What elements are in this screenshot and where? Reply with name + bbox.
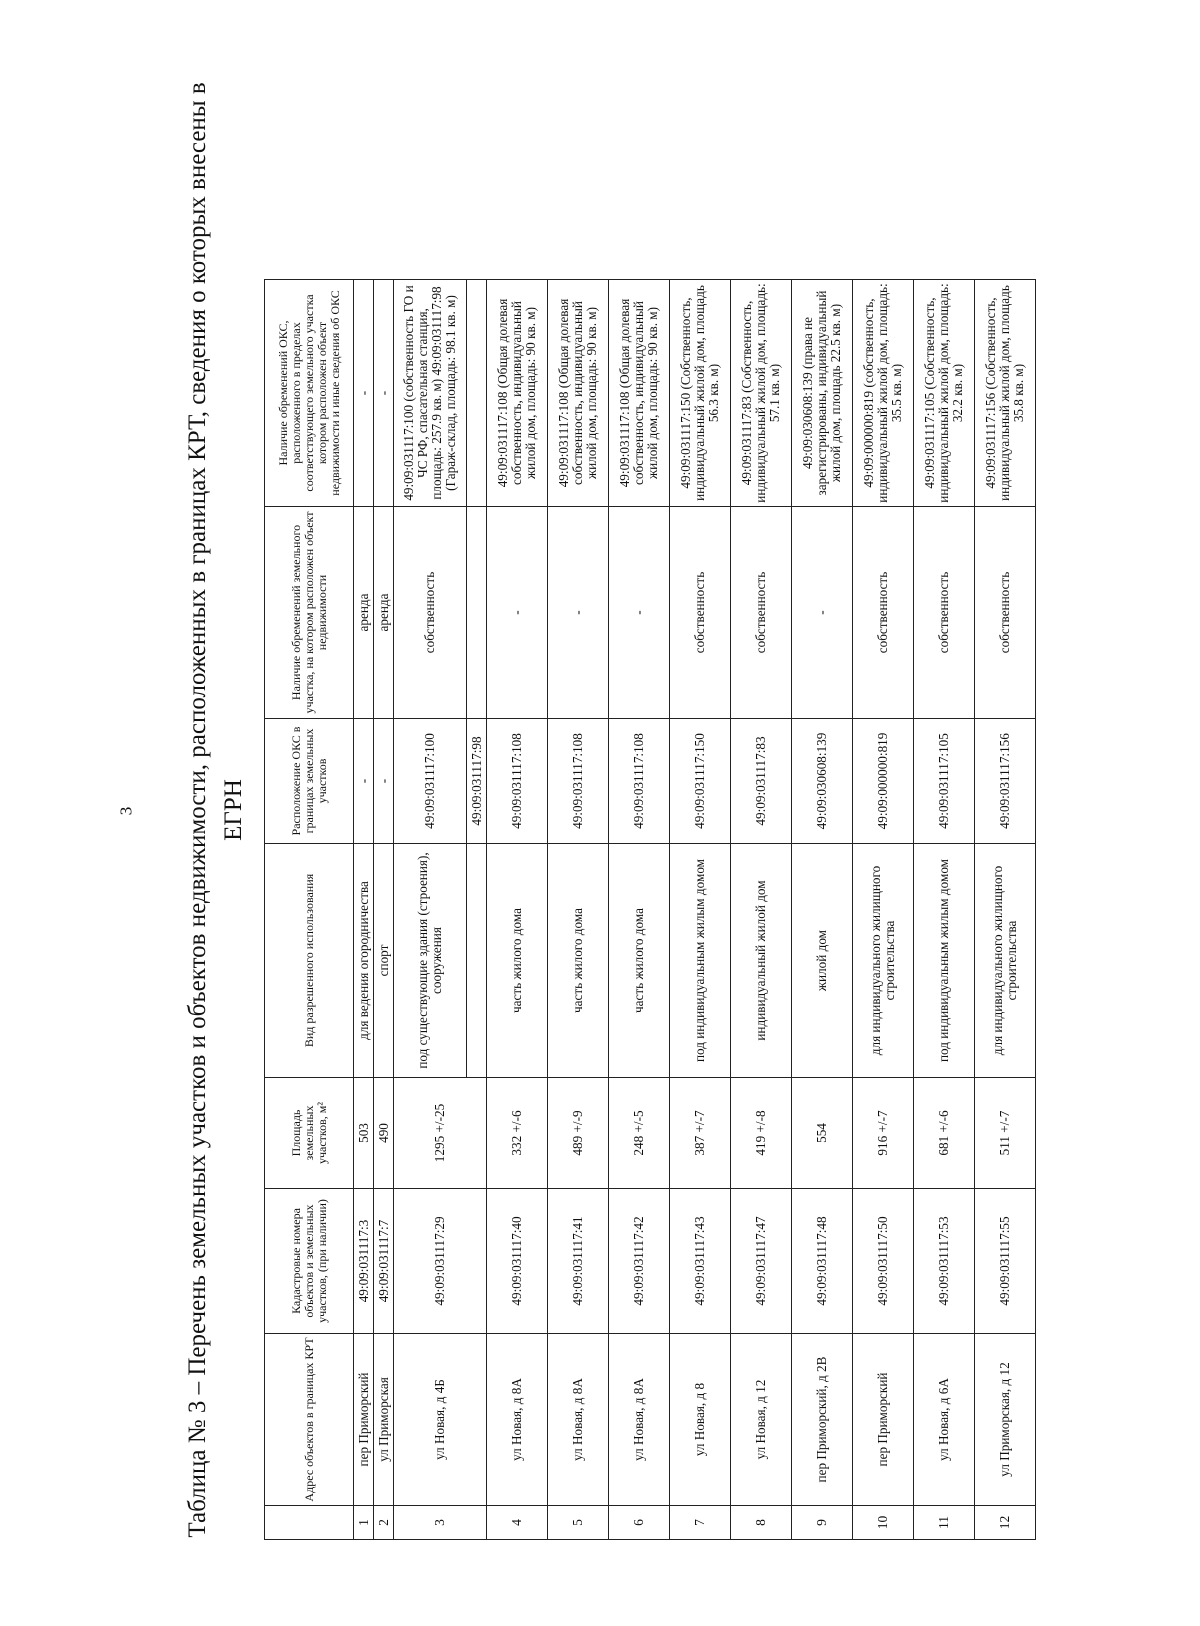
area-cell: 1295 +/-25 [394, 1078, 487, 1189]
header-land-encumbrance: Наличие обременений земельного участка, на котором расположен объект недвижимости [265, 507, 354, 719]
cadastral-cell: 49:09:031117:53 [914, 1189, 975, 1334]
header-use: Вид разрешенного использования [265, 844, 354, 1078]
header-oks-location: Расположение ОКС в границах земельных участков [265, 719, 354, 844]
row-index: 3 [394, 1506, 487, 1540]
oks-location-cell: 49:09:031117:156 [975, 719, 1036, 844]
use-cell: часть жилого дома [609, 844, 670, 1078]
page-number: 3 [116, 806, 136, 816]
table-row [354, 280, 374, 1540]
area-cell: 681 +/-6 [914, 1078, 975, 1189]
table-row [374, 280, 394, 1540]
land-encumbrance-cell: - [548, 507, 609, 719]
table-row [975, 280, 1036, 1540]
row-index: 9 [792, 1506, 853, 1540]
cadastral-cell: 49:09:031117:42 [609, 1189, 670, 1334]
use-cell: для индивидуального жилищного строительства [975, 844, 1036, 1078]
table-row [487, 280, 548, 1540]
address-cell: ул Новая, д 4Б [394, 1334, 487, 1506]
oks-encumbrance-cell: - [374, 280, 394, 507]
land-encumbrance-cell: собственность [670, 507, 731, 719]
oks-location-cell: 49:09:031117:108 [487, 719, 548, 844]
address-cell: пер Приморский, д 2В [792, 1334, 853, 1506]
oks-encumbrance-cell: 49:09:031117:83 (Собственность, индивидуальный жилой дом, площадь: 57.1 кв. м) [731, 280, 792, 507]
table-row [792, 280, 853, 1540]
cadastral-cell: 49:09:031117:40 [487, 1189, 548, 1334]
oks-encumbrance-cell: 49:09:031117:108 (Общая долевая собственность, индивидуальный жилой дом, площадь: 90 кв. м) [548, 280, 609, 507]
cadastral-cell: 49:09:031117:41 [548, 1189, 609, 1334]
oks-location-cell: 49:09:031117:83 [731, 719, 792, 844]
land-encumbrance-cell: - [792, 507, 853, 719]
cadastral-cell: 49:09:031117:55 [975, 1189, 1036, 1334]
land-encumbrance-cell: аренда [374, 507, 394, 719]
area-cell: 916 +/-7 [853, 1078, 914, 1189]
header-area: Площадь земельных участков, м² [265, 1078, 354, 1189]
cadastral-cell: 49:09:031117:3 [354, 1189, 374, 1334]
oks-location-cell: - [374, 719, 394, 844]
oks-encumbrance-cell: 49:09:031117:108 (Общая долевая собственность, индивидуальный жилой дом, площадь: 90 кв. м) [487, 280, 548, 507]
rotated-content [180, 80, 1190, 1540]
table-row [609, 280, 670, 1540]
cadastral-cell: 49:09:031117:29 [394, 1189, 487, 1334]
area-cell: 387 +/-7 [670, 1078, 731, 1189]
table-row [394, 280, 467, 1540]
header-index [265, 1506, 354, 1540]
cadastral-cell: 49:09:031117:50 [853, 1189, 914, 1334]
oks-encumbrance-cell: 49:09:031117:108 (Общая долевая собственность, индивидуальный жилой дом, площадь: 90 кв. м) [609, 280, 670, 507]
land-encumbrance-cell: - [609, 507, 670, 719]
use-cell: часть жилого дома [548, 844, 609, 1078]
table-row [853, 280, 914, 1540]
address-cell: ул Новая, д 6А [914, 1334, 975, 1506]
address-cell: ул Приморская, д 12 [975, 1334, 1036, 1506]
address-cell: пер Приморский [853, 1334, 914, 1506]
use-cell: для ведения огородничества [354, 844, 374, 1078]
table-row [914, 280, 975, 1540]
area-cell: 419 +/-8 [731, 1078, 792, 1189]
use-cell: под существующие здания (строения), сооружения [394, 844, 467, 1078]
row-index: 12 [975, 1506, 1036, 1540]
oks-encumbrance-cell: 49:09:031117:150 (Собственность, индивидуальный жилой дом, площадь 56.3 кв. м) [670, 280, 731, 507]
land-encumbrance-cell: собственность [975, 507, 1036, 719]
oks-location-cell: 49:09:031117:100 [394, 719, 467, 844]
row-index: 4 [487, 1506, 548, 1540]
area-cell: 554 [792, 1078, 853, 1189]
use-cell: для индивидуального жилищного строительства [853, 844, 914, 1078]
cadastral-cell: 49:09:031117:47 [731, 1189, 792, 1334]
row-index: 1 [354, 1506, 374, 1540]
use-cell: спорт [374, 844, 394, 1078]
oks-location-cell: - [354, 719, 374, 844]
header-oks-encumbrance: Наличие обременений ОКС, расположенного в пределах соответствующего земельного участка котором расположен объект недвижимости и иные сведения об ОКС [265, 280, 354, 507]
oks-encumbrance-cell: 49:09:031117:156 (Собственность, индивидуальный жилой дом, площадь 35.8 кв. м) [975, 280, 1036, 507]
address-cell: ул Новая, д 8А [487, 1334, 548, 1506]
table-row [670, 280, 731, 1540]
oks-location-cell: 49:09:031117:108 [609, 719, 670, 844]
oks-encumbrance-cell: 49:09:000000:819 (собственность, индивидуальный жилой дом, площадь: 35.5 кв. м) [853, 280, 914, 507]
oks-encumbrance-cell: 49:09:031117:105 (Собственность, индивидуальный жилой дом, площадь: 32.2 кв. м) [914, 280, 975, 507]
oks-location-cell: 49:09:030608:139 [792, 719, 853, 844]
address-cell: пер Приморский [354, 1334, 374, 1506]
use-cell: жилой дом [792, 844, 853, 1078]
cadastral-cell: 49:09:031117:43 [670, 1189, 731, 1334]
use-cell: под индивидуальным жилым домом [914, 844, 975, 1078]
use-cell: под индивидуальным жилым домом [670, 844, 731, 1078]
oks-encumbrance-cell: 49:09:031117:100 (собственность ГО и ЧС РФ, спасательная станция, площадь: 257.9 кв. м) 49:09:031117:98 (Гараж-склад, площадь: 98.1 кв. м) [394, 280, 467, 507]
oks-encumbrance-cell-empty [467, 280, 487, 507]
row-index: 2 [374, 1506, 394, 1540]
oks-encumbrance-cell: 49:09:030608:139 (права не зарегистрированы, индивидуальный жилой дом, площадь 22.5 кв. м) [792, 280, 853, 507]
row-index: 5 [548, 1506, 609, 1540]
row-index: 11 [914, 1506, 975, 1540]
use-cell: индивидуальный жилой дом [731, 844, 792, 1078]
table-title: Таблица № 3 – Перечень земельных участков и объектов недвижимости, расположенных в границах КРТ, сведения о которых внесены в ЕГРН [184, 82, 247, 1538]
property-table [264, 279, 1036, 1540]
land-encumbrance-cell: аренда [354, 507, 374, 719]
address-cell: ул Новая, д 8 [670, 1334, 731, 1506]
oks-location-cell: 49:09:000000:819 [853, 719, 914, 844]
address-cell: ул Новая, д 12 [731, 1334, 792, 1506]
address-cell: ул Новая, д 8А [548, 1334, 609, 1506]
area-cell: 511 +/-7 [975, 1078, 1036, 1189]
area-cell: 489 +/-9 [548, 1078, 609, 1189]
oks-location-cell: 49:09:031117:105 [914, 719, 975, 844]
land-encumbrance-cell: собственность [853, 507, 914, 719]
area-cell: 503 [354, 1078, 374, 1189]
table-row [548, 280, 609, 1540]
row-index: 6 [609, 1506, 670, 1540]
header-cadastral: Кадастровые номера объектов и земельных участков, (при наличии) [265, 1189, 354, 1334]
cadastral-cell: 49:09:031117:48 [792, 1189, 853, 1334]
row-index: 10 [853, 1506, 914, 1540]
table-row [731, 280, 792, 1540]
row-index: 8 [731, 1506, 792, 1540]
address-cell: ул Новая, д 8А [609, 1334, 670, 1506]
oks-location-cell: 49:09:031117:108 [548, 719, 609, 844]
oks-encumbrance-cell: - [354, 280, 374, 507]
row-index: 7 [670, 1506, 731, 1540]
use-cell-empty [467, 844, 487, 1078]
oks-location-cell: 49:09:031117:150 [670, 719, 731, 844]
land-encumbrance-cell: собственность [394, 507, 467, 719]
area-cell: 332 +/-6 [487, 1078, 548, 1189]
address-cell: ул Приморская [374, 1334, 394, 1506]
area-cell: 248 +/-5 [609, 1078, 670, 1189]
area-cell: 490 [374, 1078, 394, 1189]
land-encumbrance-cell-empty [467, 507, 487, 719]
land-encumbrance-cell: собственность [731, 507, 792, 719]
header-address: Адрес объектов в границах КРТ [265, 1334, 354, 1506]
use-cell: часть жилого дома [487, 844, 548, 1078]
land-encumbrance-cell: собственность [914, 507, 975, 719]
cadastral-cell: 49:09:031117:7 [374, 1189, 394, 1334]
oks-location-cell: 49:09:031117:98 [467, 719, 487, 844]
table-header-row [265, 280, 354, 1540]
land-encumbrance-cell: - [487, 507, 548, 719]
